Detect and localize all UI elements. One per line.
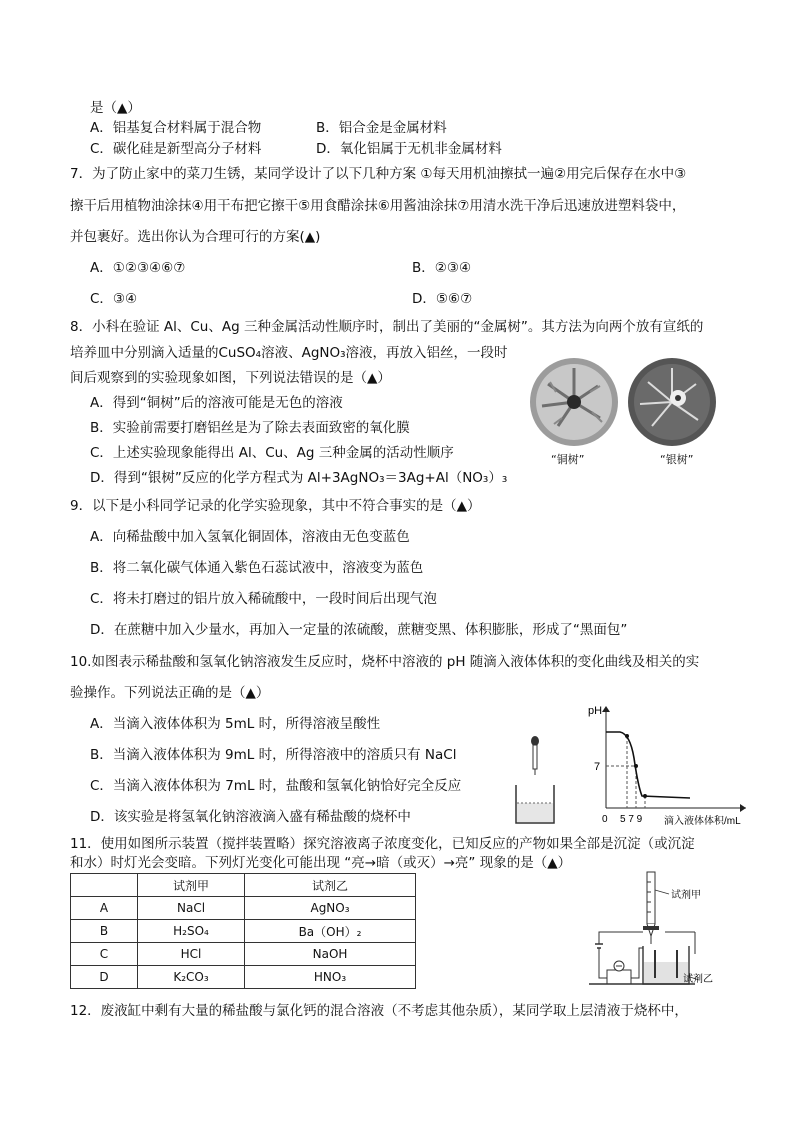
q10-stem-line1: 10.如图表示稀盐酸和氢氧化钠溶液发生反应时，烧杯中溶液的 pH 随滴入液体体积的变化曲线及相关的实 [70,654,700,670]
q11-stem-line1: 11．使用如图所示装置（搅拌装置略）探究溶液离子浓度变化，已知反应的产物如果全部是沉淀（或沉淀 [70,836,695,852]
q11-stem-line2: 和水）时灯光会变暗。下列灯光变化可能出现 “亮→暗（或灭）→亮” 现象的是（▲） [70,855,572,871]
q10-option-a: A．当滴入液体体积为 5mL 时，所得溶液呈酸性 [90,716,381,732]
q10-option-b: B．当滴入液体体积为 9mL 时，所得溶液中的溶质只有 NaCl [90,747,457,763]
q8-stem-line1: 8．小科在验证 Al、Cu、Ag 三种金属活动性顺序时，制出了美丽的“金属树”。其方法为向两个放有宣纸的 [70,319,704,335]
table-row [71,943,416,966]
table-cell: Ba（OH）₂ [245,920,416,943]
table-header-cell: 试剂乙 [245,874,416,897]
q6-option-a: A．铝基复合材料属于混合物 [90,120,262,136]
q8-stem-line3: 间后观察到的实验现象如图，下列说法错误的是（▲） [70,370,391,386]
ph-curve [606,732,690,798]
conductivity-apparatus [585,870,735,1000]
graph-y-label: pH [588,705,603,717]
metal-tree-photos [528,356,718,448]
q10-option-d: D．该实验是将氢氧化钠溶液滴入盛有稀盐酸的烧杯中 [90,809,411,825]
table-header-cell [71,874,138,897]
q7-stem-line1: 7．为了防止家中的菜刀生锈，某同学设计了以下几种方案 ①每天用机油擦拭一遍②用完后保存在水中③ [70,166,687,182]
q6-option-b: B．铝合金是金属材料 [316,120,447,136]
q6-option-c: C．碳化硅是新型高分子材料 [90,141,262,157]
q8-option-b: B．实验前需要打磨铝丝是为了除去表面致密的氧化膜 [90,420,410,436]
table-cell: HNO₃ [245,966,416,989]
table-cell: AgNO₃ [245,897,416,920]
table-cell: H₂SO₄ [138,920,245,943]
ph-graph [580,700,750,832]
table-header-cell: 试剂甲 [138,874,245,897]
table-cell: K₂CO₃ [138,966,245,989]
table-row [71,920,416,943]
q8-stem-line2: 培养皿中分别滴入适量的CuSO₄溶液、AgNO₃溶液，再放入铝丝，一段时 [70,345,508,361]
caption-copper-tree: “铜树” [551,453,585,466]
q7-option-a: A．①②③④⑥⑦ [90,260,186,276]
table-cell: D [71,966,138,989]
q8-option-d: D．得到“银树”反应的化学方程式为 Al+3AgNO₃＝3Ag+Al（NO₃）₃ [90,470,508,486]
table-cell: NaCl [138,897,245,920]
q7-option-b: B．②③④ [412,260,472,276]
table-cell: HCl [138,943,245,966]
graph-y7-label: 7 [594,761,601,773]
q12-stem-line1: 12．废液缸中剩有大量的稀盐酸与氯化钙的混合溶液（不考虑其他杂质），某同学取上层清液于烧杯中， [70,1003,688,1019]
table-cell: C [71,943,138,966]
dropper [531,736,539,775]
q7-stem-line3: 并包裹好。选出你认为合理可行的方案(▲) [70,229,321,245]
table-cell: B [71,920,138,943]
table-row [71,966,416,989]
label-reagent-yi: 试剂乙 [683,974,713,985]
table-cell: A [71,897,138,920]
q10-option-c: C．当滴入液体体积为 7mL 时，盐酸和氢氧化钠恰好完全反应 [90,778,462,794]
q7-option-c: C．③④ [90,291,138,307]
copper-tree-photo [530,358,618,446]
q6-stem-tail: 是（▲） [90,100,141,116]
q9-option-d: D．在蔗糖中加入少量水，再加入一定量的浓硫酸，蔗糖变黑、体积膨胀，形成了“黑面包” [90,622,628,638]
graph-x-ticks: 5 7 9 [620,814,643,825]
graph-origin-label: 0 [602,814,608,825]
q7-option-d: D．⑤⑥⑦ [412,291,473,307]
q9-option-b: B．将二氧化碳气体通入紫色石蕊试液中，溶液变为蓝色 [90,560,424,576]
caption-silver-tree: “银树” [660,453,694,466]
q9-option-a: A．向稀盐酸中加入氢氧化铜固体，溶液由无色变蓝色 [90,529,410,545]
q8-option-c: C．上述实验现象能得出 Al、Cu、Ag 三种金属的活动性顺序 [90,445,454,461]
beaker [516,785,554,823]
table-row [71,897,416,920]
q10-stem-line2: 验操作。下列说法正确的是（▲） [70,685,270,701]
q9-option-c: C．将未打磨过的铝片放入稀硫酸中，一段时间后出现气泡 [90,591,437,607]
dropper-beaker-figure [510,735,560,827]
label-reagent-jia: 试剂甲 [671,890,701,901]
graph-x-label: 滴入液体体积/mL [664,816,741,827]
reagent-table [70,873,416,989]
table-cell: NaOH [245,943,416,966]
q9-stem: 9．以下是小科同学记录的化学实验现象，其中不符合事实的是（▲） [70,498,481,514]
q7-stem-line2: 擦干后用植物油涂抹④用干布把它擦干⑤用食醋涂抹⑥用酱油涂抹⑦用清水洗干净后迅速放进塑料袋中， [70,198,686,214]
q6-option-d: D．氧化铝属于无机非金属材料 [316,141,502,157]
table-header-row [71,874,416,897]
silver-tree-photo [628,358,716,446]
burette [643,872,659,944]
q8-option-a: A．得到“铜树”后的溶液可能是无色的溶液 [90,395,343,411]
